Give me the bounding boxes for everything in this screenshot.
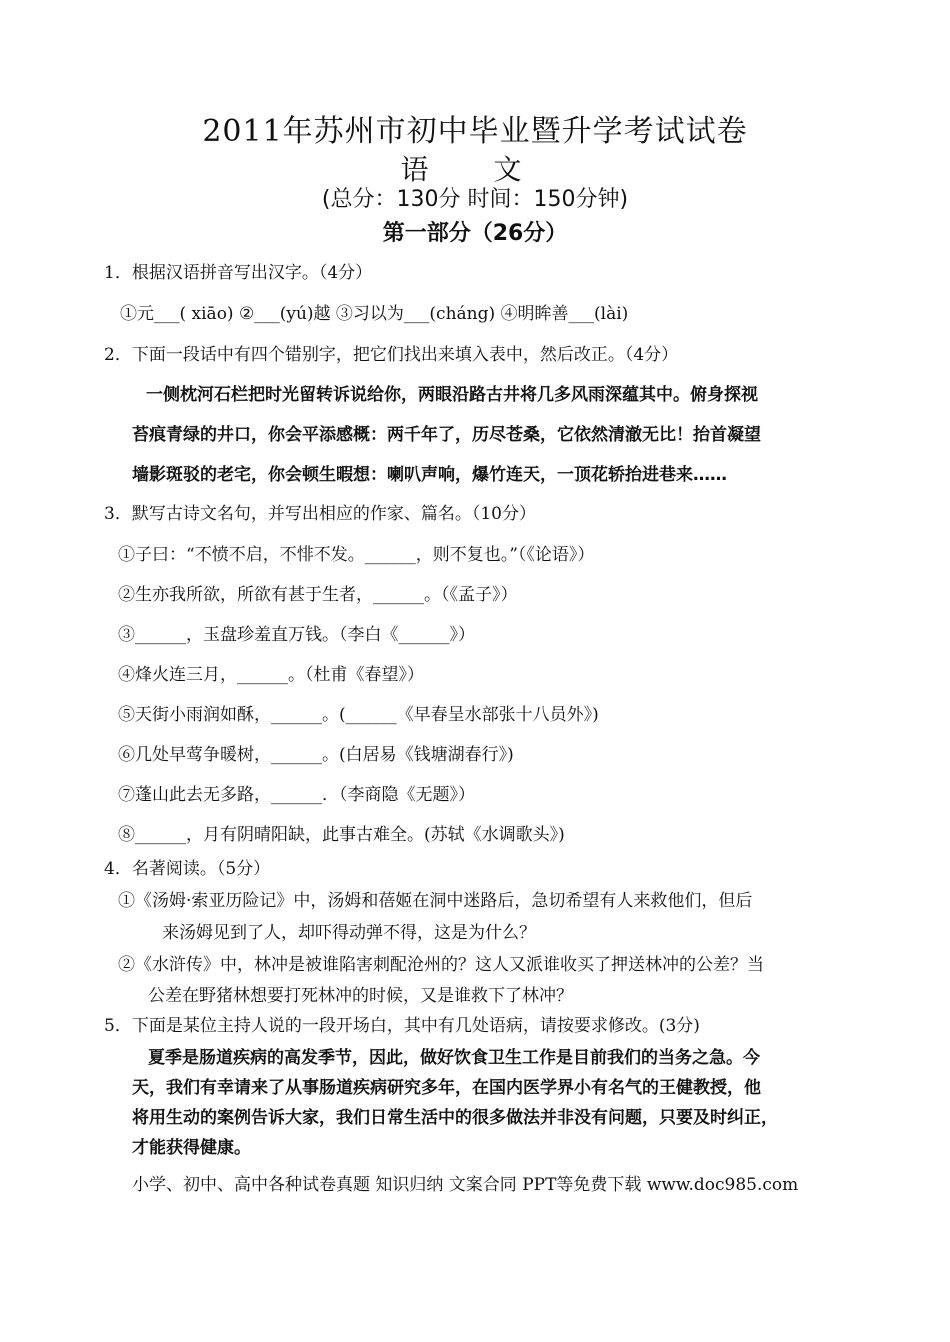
question-4-item-1: ①《汤姆·索亚历险记》中，汤姆和蓓姬在洞中迷路后，急切希望有人来救他们，但后 — [118, 891, 753, 911]
question-5-stem: 5．下面是某位主持人说的一段开场白，其中有几处语病，请按要求修改。(3分) — [104, 1016, 700, 1036]
part-heading: 第一部分（26分） — [382, 221, 568, 246]
question-4-item-2: ②《水浒传》中，林冲是被谁陷害刺配沧州的？这人又派谁收买了押送林冲的公差？当 — [118, 955, 764, 975]
question-4-item-2-cont: 公差在野猪林想要打死林冲的时候，又是谁救下了林冲？ — [148, 986, 573, 1006]
question-2-stem: 2．下面一段话中有四个错别字，把它们找出来填入表中，然后改正。（4分） — [104, 345, 679, 365]
question-3-item: ⑥几处早莺争暖树，______。(白居易《钱塘湖春行》) — [118, 745, 514, 765]
question-3-stem: 3．默写古诗文名句，并写出相应的作家、篇名。（10分） — [104, 504, 536, 524]
question-3-item: ⑤天街小雨润如酥，______。(______《早春呈水部张十八员外》) — [118, 705, 599, 725]
question-5-passage-line: 夏季是肠道疾病的高发季节，因此，做好饮食卫生工作是目前我们的当务之急。今 — [148, 1048, 760, 1068]
question-4-stem: 4．名著阅读。（5分） — [104, 859, 271, 879]
question-2-passage-line: 墙影斑驳的老宅，你会顿生暇想：喇叭声响，爆竹连天，一顶花轿抬进巷来…… — [132, 465, 727, 485]
question-3-item: ①子曰：“不愤不启，不悱不发。______，则不复也。”（《论语》） — [118, 545, 595, 565]
question-2-passage-line: 苔痕青绿的井口，你会平添感概：两千年了，历尽苍桑，它依然清澈无比！抬首凝望 — [132, 425, 761, 445]
footer-note: 小学、初中、高中各种试卷真题 知识归纳 文案合同 PPT等免费下载 www.doc985.com — [132, 1175, 799, 1195]
question-5-passage-line: 将用生动的案例告诉大家，我们日常生活中的很多做法并非没有问题，只要及时纠正， — [132, 1108, 778, 1128]
question-3-item: ②生亦我所欲，所欲有甚于生者，______。（《孟子》） — [118, 585, 518, 605]
question-3-item: ③______，玉盘珍羞直万钱。（李白《______》） — [118, 625, 475, 645]
subject-text: 语 文 — [400, 153, 550, 186]
question-5-passage-line: 天，我们有幸请来了从事肠道疾病研究多年，在国内医学界小有名气的王健教授，他 — [132, 1078, 761, 1098]
question-2-passage-line: 一侧枕河石栏把时光留转诉说给你，两眼沿路古井将几多风雨深蕴其中。俯身探视 — [146, 385, 758, 405]
question-3-item: ⑧______，月有阴晴阳缺，此事古难全。(苏轼《水调歌头》) — [118, 825, 565, 845]
question-4-item-1-cont: 来汤姆见到了人，却吓得动弹不得，这是为什么？ — [162, 923, 536, 943]
exam-title: 2011年苏州市初中毕业暨升学考试试卷 — [202, 114, 748, 149]
score-time-info: (总分：130分 时间：150分钟) — [321, 187, 629, 212]
question-5-passage-line: 才能获得健康。 — [132, 1138, 251, 1158]
question-1-stem: 1．根据汉语拼音写出汉字。（4分） — [104, 263, 373, 283]
question-3-item: ④烽火连三月，______。（杜甫《春望》） — [118, 665, 424, 685]
question-1-items: ①元___( xiāo) ②___(yú)越 ③习以为___(cháng) ④明眸善___(lài) — [120, 304, 629, 324]
question-3-item: ⑦蓬山此去无多路，______．（李商隐《无题》） — [118, 785, 475, 805]
